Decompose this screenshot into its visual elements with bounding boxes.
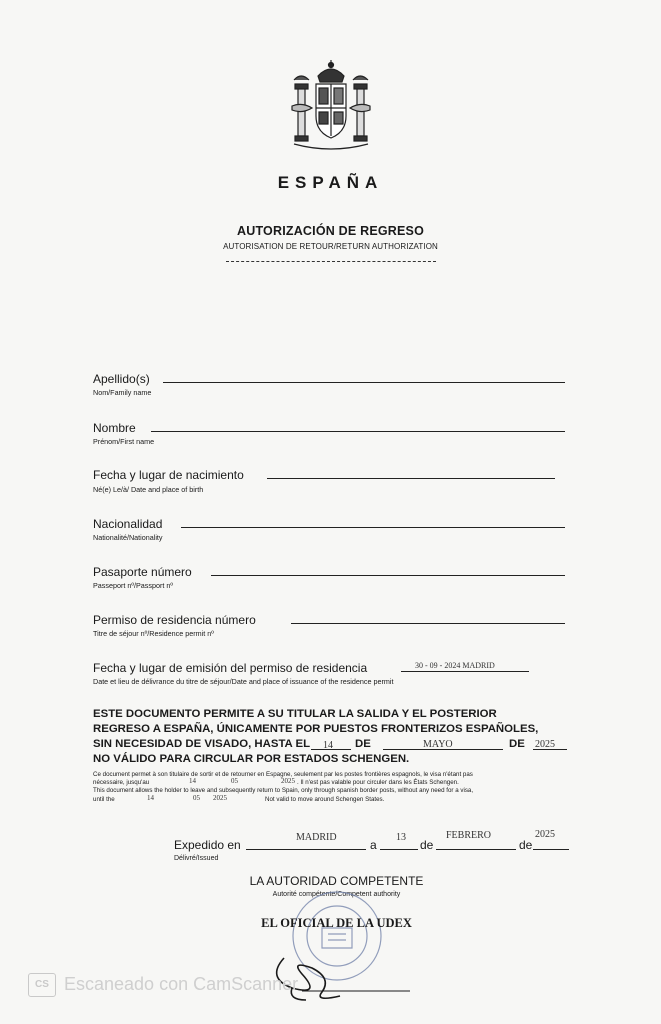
document-subtitle: AUTORISATION DE RETOUR/RETURN AUTHORIZATION [223,242,438,251]
french-line: Ce document permet à son titulaire de sortir et de retourner en Espagne, seulement par les postes frontières espagnols, le visa n'étant pas [93,771,473,778]
camscanner-logo-icon: CS [28,973,56,997]
field-passport-number[interactable] [93,563,573,593]
french-day: 14 [189,777,196,786]
field-line [151,431,565,432]
field-residence-permit-issuance[interactable] [93,659,573,689]
field-label: Apellido(s) [93,372,150,386]
french-prefix: nécessaire, jusqu'au [93,779,150,787]
officer-title: EL OFICIAL DE LA UDEX [261,916,412,930]
field-nationality[interactable] [93,515,573,545]
field-label: Nombre [93,421,136,435]
field-birth-date-place[interactable] [93,466,573,496]
field-sublabel: Nationalité/Nationality [93,533,163,542]
field-label: Pasaporte número [93,565,192,579]
english-day: 14 [147,793,154,802]
french-year: 2025 [281,777,295,786]
field-line [211,575,565,576]
statement-line: REGRESO A ESPAÑA, ÚNICAMENTE POR PUESTOS FRONTERIZOS ESPAÑOLES, [93,723,539,735]
field-sublabel: Prénom/First name [93,437,155,446]
validity-day: 14 [323,740,333,751]
field-sublabel: Titre de séjour nº/Residence permit nº [93,629,214,638]
statement-de: DE [509,738,525,750]
field-label: Nacionalidad [93,517,163,531]
issued-label: Expedido en [174,838,241,852]
issued-month: FEBRERO [446,830,492,841]
field-residence-permit-number[interactable] [93,611,573,641]
issued-de2: de [519,838,533,852]
field-line [291,623,565,624]
field-family-name[interactable] [93,370,573,400]
country-name: ESPAÑA [277,173,384,192]
field-value: 30 - 09 - 2024 MADRID [415,661,495,670]
english-line-date [93,793,573,804]
official-stamp-icon [262,888,412,1018]
field-line [267,478,555,479]
statement-line: ESTE DOCUMENTO PERMITE A SU TITULAR LA SALIDA Y EL POSTERIOR [93,708,497,720]
french-line-date [93,779,573,787]
issued-year-line [533,849,569,850]
field-sublabel: Date et lieu de délivrance du titre de séjour/Date and place of issuance of the residence permit [93,677,394,686]
field-label: Fecha y lugar de emisión del permiso de residencia [93,661,368,675]
statement-de: DE [355,738,371,750]
translation-block [93,771,573,804]
issued-de1: de [420,838,434,852]
issued-place-line [246,849,366,850]
issued-month-line [436,849,516,850]
field-sublabel: Nom/Family name [93,388,152,397]
field-label: Fecha y lugar de nacimiento [93,468,244,482]
validity-statement [93,707,573,767]
issued-a: a [370,838,377,852]
issued-year: 2025 [535,829,555,840]
issued-day-line [380,849,418,850]
english-month: 05 [193,793,200,802]
french-month: 05 [231,777,238,786]
statement-line-date [93,737,573,752]
scanner-watermark: Escaneado con CamScanner [64,974,299,994]
statement-line: SIN NECESIDAD DE VISADO, HASTA EL [93,738,311,750]
document-title: AUTORIZACIÓN DE REGRESO [236,224,425,238]
issued-sublabel: Délivré/Issued [174,855,219,862]
authority-label: LA AUTORIDAD COMPETENTE [249,874,424,888]
authority-sublabel: Autorité compétente/Competent authority [272,891,401,898]
issued-line [174,838,241,852]
field-label: Permiso de residencia número [93,613,256,627]
validity-month: MAYO [423,739,453,750]
french-suffix: . Il n'est pas valable pour circuler dans les États Schengen. [297,779,459,787]
title-divider [226,261,436,262]
english-suffix: Not valid to move around Schengen States. [265,795,385,803]
english-prefix: until the [93,795,115,803]
issued-place: MADRID [296,832,337,843]
field-sublabel: Passeport nº/Passport nº [93,581,173,590]
field-line [401,671,529,672]
coat-of-arms-icon [288,58,374,158]
english-line: This document allows the holder to leave and subsequently return to Spain, only through spanish border posts, without any need for a visa, [93,787,474,795]
validity-year: 2025 [535,739,555,750]
field-first-name[interactable] [93,419,573,449]
english-year: 2025 [213,793,227,802]
field-sublabel: Né(e) Le/à/ Date and place of birth [93,485,204,494]
statement-line: NO VÁLIDO PARA CIRCULAR POR ESTADOS SCHENGEN. [93,753,410,765]
issued-day: 13 [396,832,406,843]
field-line [181,527,565,528]
field-line [163,382,565,383]
